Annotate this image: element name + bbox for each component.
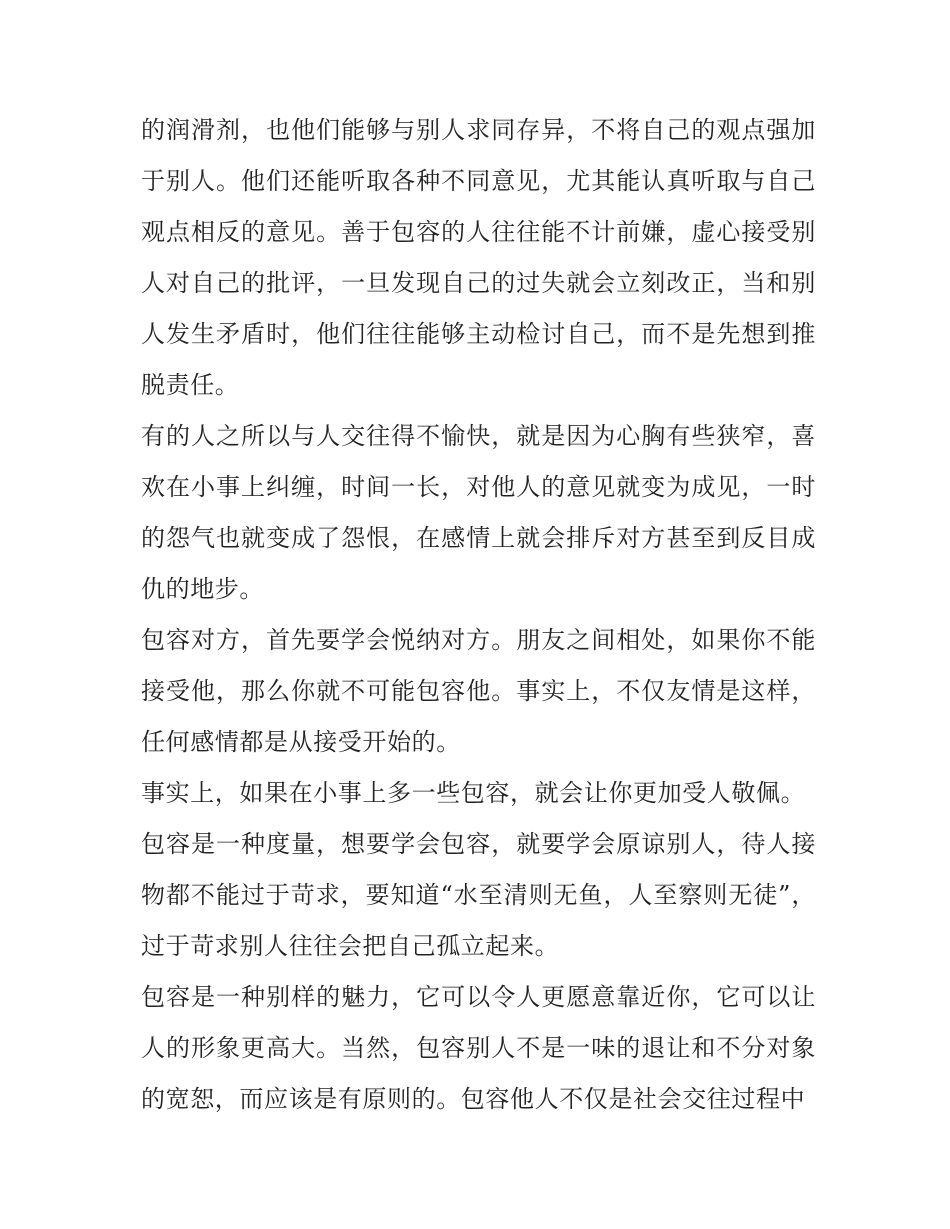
paragraph: 包容是一种别样的魅力，它可以令人更愿意靠近你，它可以让人的形象更高大。当然，包容别人不是一味的退让和不分对象的宽恕，而应该是有原则的。包容他人不仅是社会交往过程中	[141, 983, 816, 1113]
paragraph: 有的人之所以与人交往得不愉快，就是因为心胸有些狭窄，喜欢在小事上纠缠，时间一长，对他人的意见就变为成见，一时的怨气也就变成了怨恨，在感情上就会排斥对方甚至到反目成仇的地步。	[141, 422, 816, 603]
document-body	[141, 105, 816, 1125]
paragraph: 的润滑剂，也他们能够与别人求同存异，不将自己的观点强加于别人。他们还能听取各种不同意见，尤其能认真听取与自己观点相反的意见。善于包容的人往往能不计前嫌，虚心接受别人对自己的批评，一旦发现自己的过失就会立刻改正，当和别人发生矛盾时，他们往往能够主动检讨自己，而不是先想到推脱责任。	[141, 116, 816, 399]
paragraph: 包容对方，首先要学会悦纳对方。朋友之间相处，如果你不能接受他，那么你就不可能包容他。事实上，不仅友情是这样，任何感情都是从接受开始的。	[141, 626, 816, 756]
paragraph: 包容是一种度量，想要学会包容，就要学会原谅别人，待人接物都不能过于苛求，要知道“水至清则无鱼，人至察则无徒”，过于苛求别人往往会把自己孤立起来。	[141, 830, 816, 960]
paragraph: 事实上，如果在小事上多一些包容，就会让你更加受人敬佩。	[141, 779, 806, 807]
